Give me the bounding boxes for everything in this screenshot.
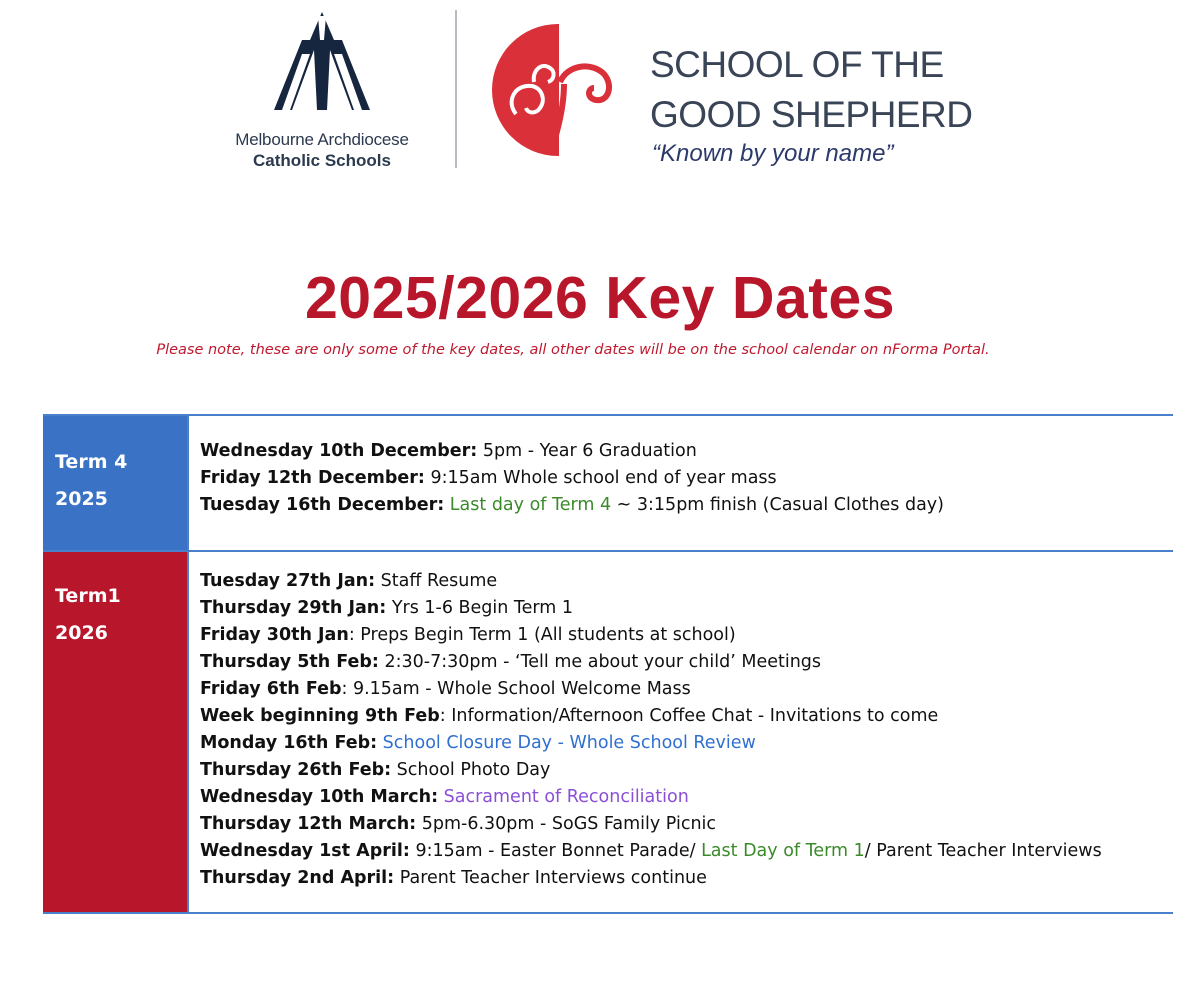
page-title: 2025/2026 Key Dates xyxy=(304,265,896,331)
entry-highlight: School Closure Day - Whole School Review xyxy=(377,733,756,753)
date-entry xyxy=(200,595,1173,622)
entry-text: Yrs 1-6 Begin Term 1 xyxy=(386,598,574,618)
entry-text: ~ 3:15pm finish (Casual Clothes day) xyxy=(611,495,944,515)
entry-text: 5pm-6.30pm - SoGS Family Picnic xyxy=(416,814,717,834)
entry-text: 9:15am Whole school end of year mass xyxy=(424,468,777,488)
date-entry xyxy=(200,730,1173,757)
date-entry xyxy=(200,649,1173,676)
term1-entries xyxy=(187,552,1173,912)
entry-date: Thursday 12th March: xyxy=(200,814,417,834)
school-name-line2: GOOD SHEPHERD xyxy=(650,94,973,135)
meac-name-line2: Catholic Schools xyxy=(253,151,391,170)
entry-highlight: Last day of Term 4 xyxy=(444,495,612,515)
term4-year: 2025 xyxy=(55,488,108,510)
entry-text: Parent Teacher Interviews continue xyxy=(394,868,707,888)
date-entry xyxy=(200,438,1173,465)
term4-label-cell xyxy=(43,416,187,550)
term4-label: Term 4 xyxy=(55,451,128,473)
entry-text: 5pm - Year 6 Graduation xyxy=(477,441,697,461)
entry-text: : Information/Afternoon Coffee Chat - Invitations to come xyxy=(439,706,939,726)
date-entry xyxy=(200,865,1173,892)
entry-date: Tuesday 16th December: xyxy=(200,495,445,515)
entry-date: Friday 6th Feb xyxy=(200,679,342,699)
entry-date: Tuesday 27th Jan: xyxy=(200,571,376,591)
term1-label-cell xyxy=(43,552,187,912)
entry-date: Monday 16th Feb: xyxy=(200,733,378,753)
date-entry xyxy=(200,622,1173,649)
term1-year: 2026 xyxy=(55,622,108,644)
key-dates-table xyxy=(43,414,1173,914)
date-entry xyxy=(200,465,1173,492)
term1-row xyxy=(43,550,1173,914)
entry-date: Thursday 5th Feb: xyxy=(200,652,379,672)
entry-text: : 9.15am - Whole School Welcome Mass xyxy=(341,679,691,699)
entry-text: : Preps Begin Term 1 (All students at school) xyxy=(348,625,736,645)
good-shepherd-logo-icon xyxy=(488,22,624,158)
date-entry xyxy=(200,811,1173,838)
entry-date: Friday 12th December: xyxy=(200,468,425,488)
term4-entries xyxy=(187,416,1173,550)
entry-highlight: Sacrament of Reconciliation xyxy=(438,787,689,807)
entry-date: Wednesday 10th December: xyxy=(200,441,478,461)
entry-text-before: 9:15am - Easter Bonnet Parade/ xyxy=(409,841,702,861)
entry-text: / Parent Teacher Interviews xyxy=(864,841,1102,861)
entry-highlight: Last Day of Term 1 xyxy=(701,841,865,861)
meac-name-line1: Melbourne Archdiocese xyxy=(235,130,409,149)
date-entry xyxy=(200,703,1173,730)
date-entry xyxy=(200,757,1173,784)
meac-cross-icon xyxy=(262,10,382,120)
entry-text: 2:30-7:30pm - ‘Tell me about your child’ Meetings xyxy=(378,652,822,672)
entry-date: Thursday 26th Feb: xyxy=(200,760,392,780)
entry-date: Friday 30th Jan xyxy=(200,625,349,645)
entry-date: Thursday 29th Jan: xyxy=(200,598,387,618)
date-entry xyxy=(200,568,1173,595)
logo-divider xyxy=(455,10,457,168)
school-motto: “Known by your name” xyxy=(652,140,894,167)
entry-date: Thursday 2nd April: xyxy=(200,868,395,888)
calendar-note: Please note, these are only some of the key dates, all other dates will be on the school calendar on nForma Portal. xyxy=(156,342,990,358)
date-entry xyxy=(200,784,1173,811)
term4-row xyxy=(43,414,1173,550)
date-entry xyxy=(200,492,1173,519)
entry-date: Wednesday 10th March: xyxy=(200,787,439,807)
entry-date: Week beginning 9th Feb xyxy=(200,706,440,726)
entry-date: Wednesday 1st April: xyxy=(200,841,410,861)
school-name-line1: SCHOOL OF THE xyxy=(650,44,944,85)
date-entry xyxy=(200,838,1173,865)
entry-text: School Photo Day xyxy=(391,760,551,780)
term1-label: Term1 xyxy=(55,585,121,607)
meac-logo xyxy=(222,10,422,175)
entry-text: Staff Resume xyxy=(375,571,498,591)
date-entry xyxy=(200,676,1173,703)
